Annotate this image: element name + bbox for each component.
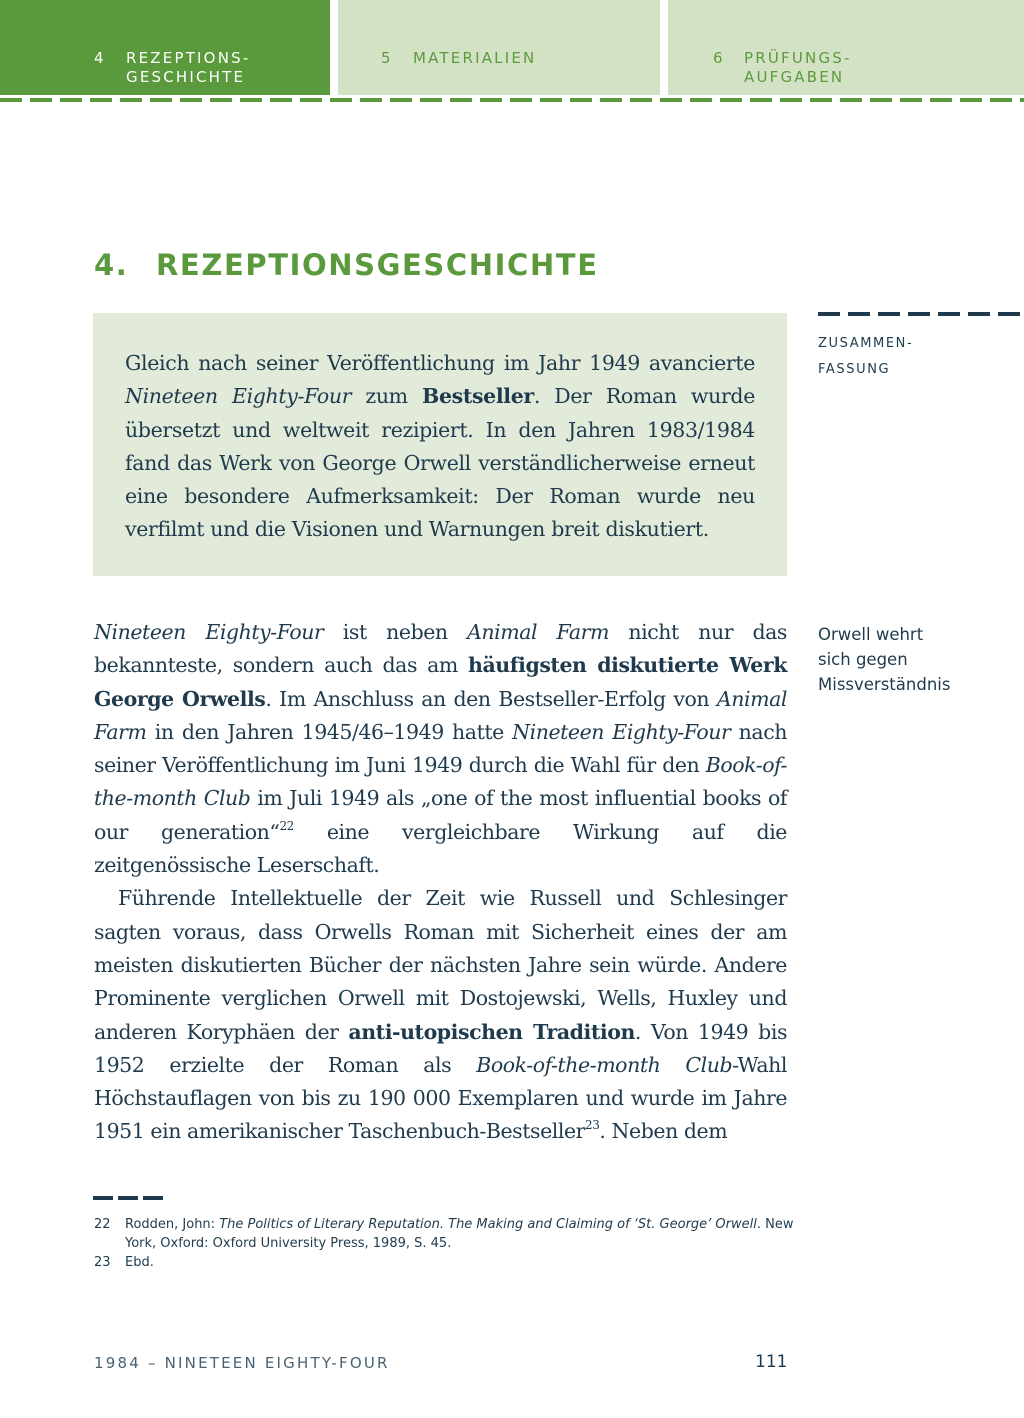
text-run: nach seiner Veröffentlichung im Juni 1949 durch die Wahl für den xyxy=(94,719,787,778)
chapter-number: 4. xyxy=(94,248,129,282)
club-name: Book-of-the-month Club xyxy=(94,753,787,811)
body-paragraph-2 xyxy=(94,882,787,1148)
footnote-divider xyxy=(93,1196,163,1200)
tab-label-line2: GESCHICHTE xyxy=(126,68,246,86)
margin-summary-label-line2: FASSUNG xyxy=(818,362,891,377)
tab-label xyxy=(126,49,250,87)
margin-note-line3: Missverständnis xyxy=(818,675,951,694)
footnote-publisher: . New York, Oxford: Oxford University Press, 1989, S. 45. xyxy=(125,1217,794,1251)
book-title: Nineteen Eighty-Four xyxy=(94,620,324,644)
header-dashed-divider xyxy=(0,98,1024,102)
tab-label-line1: PRÜFUNGS- xyxy=(744,49,852,67)
footnote-author: Rodden, John: xyxy=(125,1217,220,1232)
tab-materialien[interactable] xyxy=(338,0,660,95)
margin-summary-label xyxy=(818,331,1018,383)
tab-label-line2: AUFGABEN xyxy=(744,68,845,86)
footnote-number: 23 xyxy=(94,1255,111,1270)
tab-label xyxy=(744,49,852,87)
footnote-ref[interactable]: 23 xyxy=(585,1118,600,1133)
tab-number: 4 xyxy=(94,49,106,67)
text-run: . Neben dem xyxy=(599,1119,728,1144)
book-title: Animal Farm xyxy=(94,686,787,744)
footnote-number: 22 xyxy=(94,1217,111,1232)
text-run: -Wahl Höchstauflagen von bis zu 190 000 Exemplaren und wurde im Jahre 1951 ein amerikanischer Taschenbuch-Bestseller xyxy=(94,1052,787,1144)
summary-keyword: Bestseller xyxy=(422,384,534,409)
text-run: . Im Anschluss an den Bestseller-Erfolg von xyxy=(265,686,717,711)
summary-text-part: Gleich nach seiner Veröffentlichung im Jahr 1949 avancierte xyxy=(125,351,755,375)
summary-text-part: . Der Roman wurde übersetzt und weltweit rezipiert. In den Jahren 1983/1984 fand das Werk von George Orwell verständlicherweise erneut eine besondere Aufmerksamkeit: Der Roman wurde neu verfilmt und die Visionen und Warnungen breit diskutiert. xyxy=(125,384,755,542)
body-paragraph-1 xyxy=(94,616,787,882)
footnote-text: Ebd. xyxy=(125,1255,154,1270)
tab-label-line1: MATERIALIEN xyxy=(413,49,537,67)
chapter-title xyxy=(94,248,599,282)
margin-note-line2: sich gegen xyxy=(818,650,908,669)
footnotes xyxy=(94,1215,794,1272)
keyword: anti-utopischen Tradition xyxy=(348,1019,635,1044)
text-run: eine vergleichbare Wirkung auf die zeitgenössische Leserschaft. xyxy=(94,819,787,878)
text-run: in den Jahren 1945/46–1949 hatte xyxy=(146,719,513,744)
book-title: Nineteen Eighty-Four xyxy=(512,719,731,744)
margin-note-line1: Orwell wehrt xyxy=(818,625,924,644)
footer-book-title: 1984 – NINETEEN EIGHTY-FOUR xyxy=(94,1354,390,1372)
summary-book-title: Nineteen Eighty-Four xyxy=(125,384,352,409)
chapter-title-text: REZEPTIONSGESCHICHTE xyxy=(156,248,599,282)
tab-label xyxy=(413,49,536,68)
margin-dashed-divider xyxy=(818,312,1024,316)
text-run: im Juli 1949 als „one of the most influential books of our generation“ xyxy=(94,786,787,844)
margin-summary-label-line1: ZUSAMMEN- xyxy=(818,336,914,351)
footnote-22 xyxy=(94,1215,794,1253)
summary-text xyxy=(125,347,755,547)
tab-label-line1: REZEPTIONS- xyxy=(126,49,251,67)
club-name: Book-of-the-month Club xyxy=(476,1052,733,1077)
text-run: nicht nur das bekannteste, sondern auch das am xyxy=(94,620,787,678)
book-title: Animal Farm xyxy=(467,620,610,644)
tab-rezeptionsgeschichte[interactable] xyxy=(0,0,330,95)
keyword: häufigsten diskutierte Werk George Orwells xyxy=(94,653,787,711)
text-run: Führende Intellektuelle der Zeit wie Russell und Schlesinger sagten voraus, dass Orwells Roman mit Sicherheit eines der am meisten diskutierten Bücher der nächsten Jahre sein würde. Andere Prominente verglichen Orwell mit Dostojewski, Wells, Huxley und anderen Koryphäen der xyxy=(94,886,787,1044)
tab-number: 6 xyxy=(713,49,725,67)
body-text xyxy=(94,616,787,1149)
summary-box xyxy=(93,313,787,576)
margin-note xyxy=(818,622,1018,697)
footnote-ref[interactable]: 22 xyxy=(279,818,294,833)
tab-number: 5 xyxy=(381,49,393,67)
footnote-23 xyxy=(94,1253,794,1272)
footnote-title: The Politics of Literary Reputation. The Making and Claiming of ‘St. George’ Orwell xyxy=(219,1217,757,1232)
text-run: . Von 1949 bis 1952 erzielte der Roman als xyxy=(94,1019,788,1077)
summary-text-part: zum xyxy=(351,384,422,409)
text-run: ist neben xyxy=(323,620,468,644)
page-number: 111 xyxy=(755,1352,788,1372)
tab-pruefungsaufgaben[interactable] xyxy=(668,0,1024,95)
chapter-navigation xyxy=(0,0,1024,96)
